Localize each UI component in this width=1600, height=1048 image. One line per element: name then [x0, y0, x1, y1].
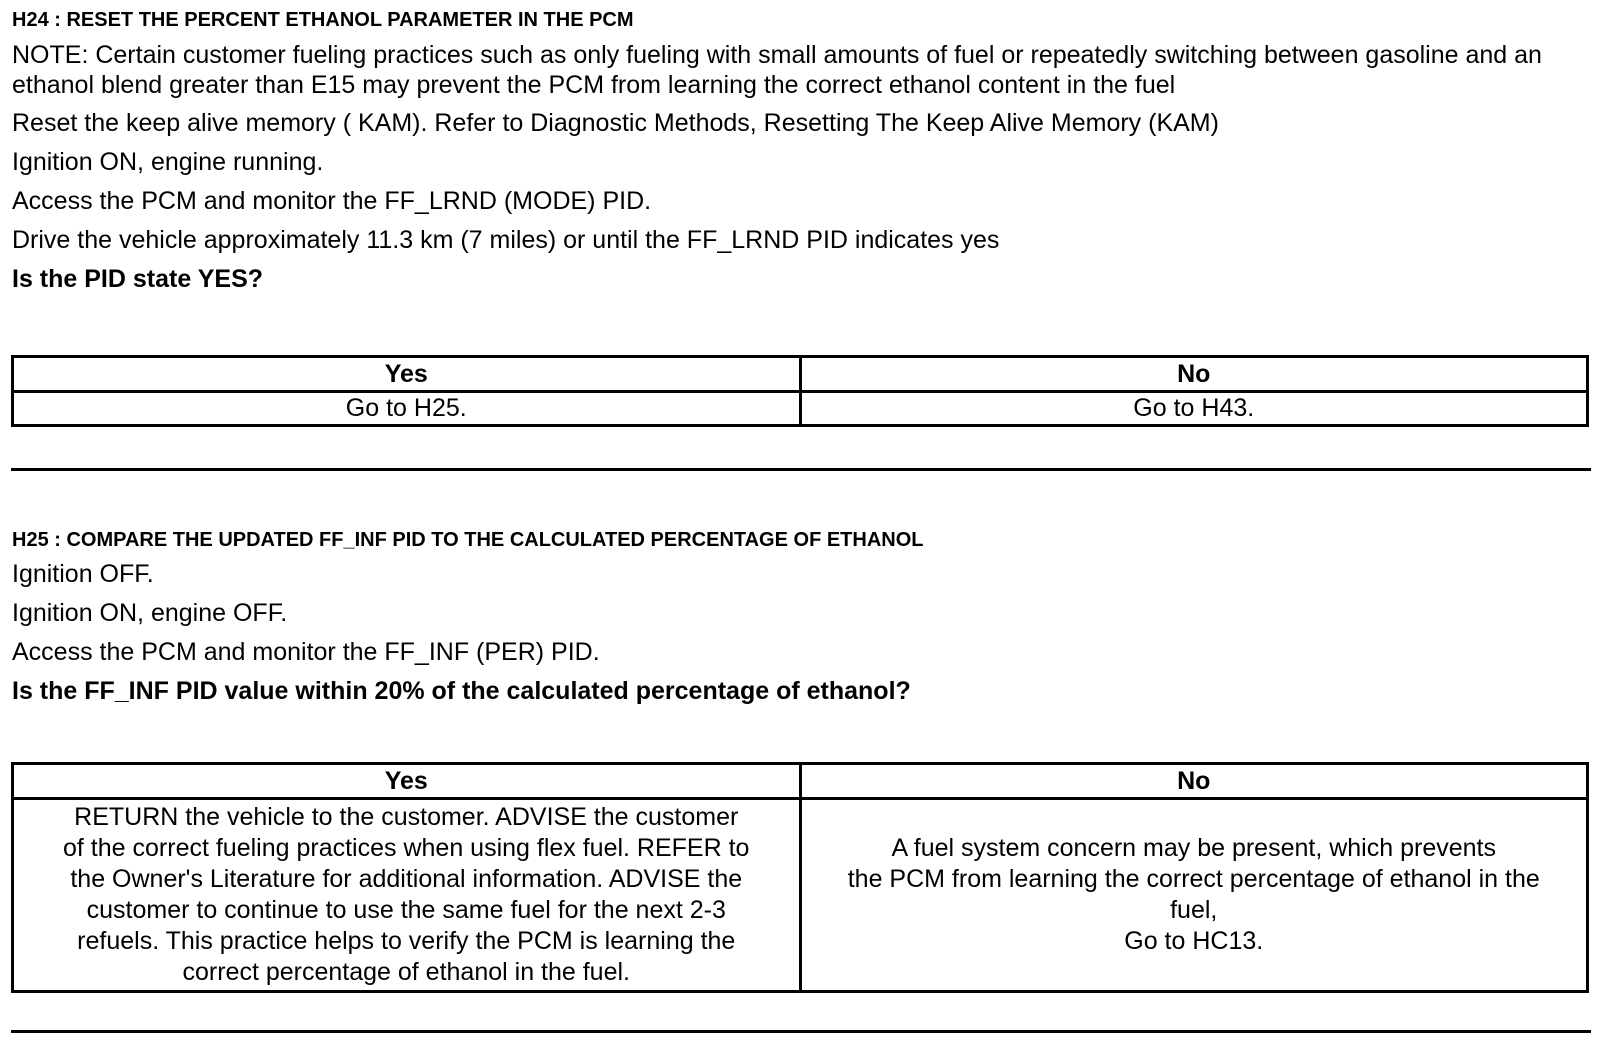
- section-divider: [11, 1030, 1591, 1033]
- table-header-row: [13, 764, 1588, 799]
- yes-action-cell: [13, 799, 801, 992]
- step-h24-result-table: [11, 355, 1589, 427]
- step-h25-instruction: Ignition OFF.: [12, 560, 154, 588]
- yes-action-line: customer to continue to use the same fuel for the next 2-3: [86, 896, 726, 924]
- step-h24-instruction: Ignition ON, engine running.: [12, 148, 324, 176]
- section-divider: [11, 468, 1591, 471]
- step-h24-instruction: Drive the vehicle approximately 11.3 km (7 miles) or until the FF_LRND PID indicates yes: [12, 226, 1000, 254]
- step-h25-instruction: Ignition ON, engine OFF.: [12, 599, 288, 627]
- step-h24-instruction: Reset the keep alive memory ( KAM). Refer to Diagnostic Methods, Resetting The Keep Alive Memory (KAM): [12, 109, 1219, 137]
- table-header-row: [13, 357, 1588, 392]
- table-row: [13, 392, 1588, 426]
- step-h25-result-table: [11, 762, 1589, 993]
- step-h24-title: H24 : RESET THE PERCENT ETHANOL PARAMETER IN THE PCM: [12, 9, 634, 31]
- yes-action-line: correct percentage of ethanol in the fuel.: [182, 958, 630, 986]
- step-h25-question: Is the FF_INF PID value within 20% of the calculated percentage of ethanol?: [12, 677, 911, 705]
- no-action-line: the PCM from learning the correct percentage of ethanol in the: [847, 865, 1540, 893]
- yes-action-line: the Owner's Literature for additional information. ADVISE the: [70, 865, 743, 893]
- no-action-cell: Go to H43.: [800, 392, 1588, 426]
- step-h24: [12, 8, 1588, 294]
- no-column-header: No: [800, 357, 1588, 392]
- yes-action-line: refuels. This practice helps to verify the PCM is learning the: [77, 927, 736, 955]
- yes-action-cell: Go to H25.: [13, 392, 801, 426]
- step-h24-instruction: Access the PCM and monitor the FF_LRND (MODE) PID.: [12, 187, 652, 215]
- yes-column-header: Yes: [13, 764, 801, 799]
- no-action-line: fuel,: [1170, 896, 1218, 924]
- no-action-line: Go to HC13.: [1124, 927, 1264, 955]
- no-action-line: A fuel system concern may be present, which prevents: [891, 834, 1496, 862]
- table-row: [13, 799, 1588, 992]
- yes-action-line: RETURN the vehicle to the customer. ADVISE the customer: [74, 803, 739, 831]
- step-h25: [12, 528, 1588, 706]
- step-h24-question: Is the PID state YES?: [12, 265, 264, 293]
- no-action-cell: [800, 799, 1588, 992]
- step-h25-instruction: Access the PCM and monitor the FF_INF (PER) PID.: [12, 638, 600, 666]
- step-h24-note: NOTE: Certain customer fueling practices such as only fueling with small amounts of fuel or repeatedly switching between gasoline and an ethanol blend greater than E15 may prevent the PCM from learning the correct ethanol content in the fuel: [12, 41, 1542, 99]
- step-h25-title: H25 : COMPARE THE UPDATED FF_INF PID TO THE CALCULATED PERCENTAGE OF ETHANOL: [12, 529, 924, 551]
- no-column-header: No: [800, 764, 1588, 799]
- yes-column-header: Yes: [13, 357, 801, 392]
- yes-action-line: of the correct fueling practices when using flex fuel. REFER to: [63, 834, 750, 862]
